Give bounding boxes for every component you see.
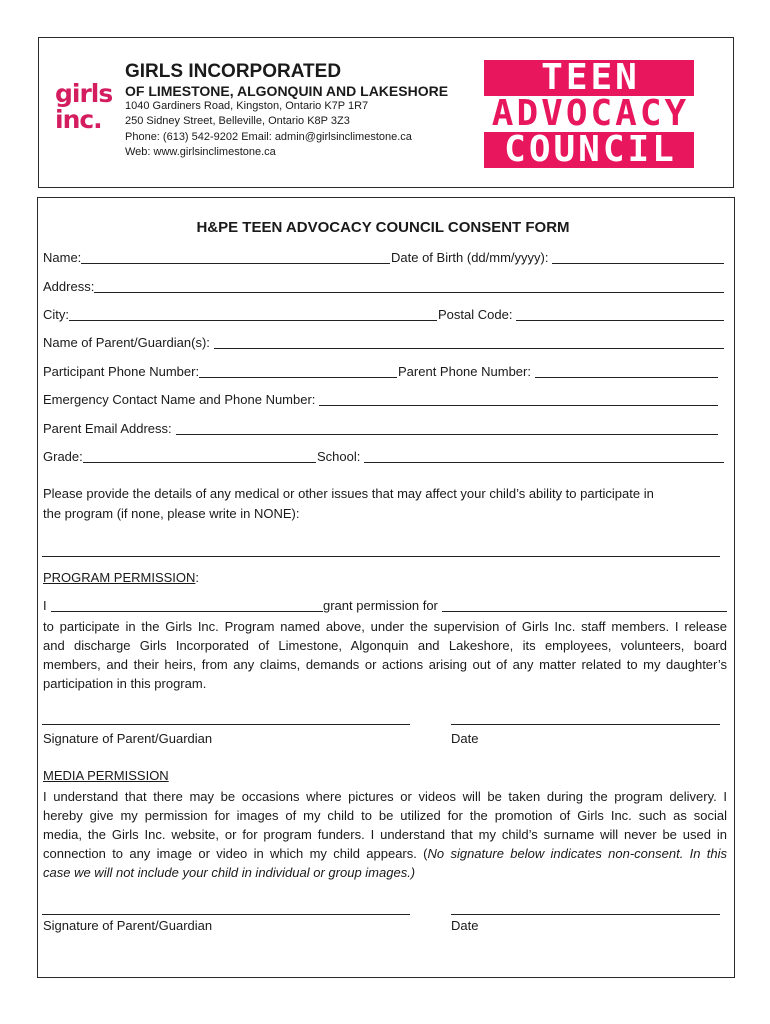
postal-code-label: Postal Code: [438,307,513,322]
address-label: Address: [43,279,95,294]
name-group [43,249,390,267]
media-permission-line-3: media, the Girls Inc. website, or for program funders. I understand that my child’s surname will never be used in [43,827,727,842]
parent-phone-group [398,363,718,381]
consent-form [37,197,735,978]
row-parent-guardian [43,334,724,352]
school-label: School: [317,449,361,464]
parent-phone-label: Parent Phone Number: [398,364,531,379]
org-subtitle: OF LIMESTONE, ALGONQUIN AND LAKESHORE [125,83,449,99]
child-name-input[interactable] [442,597,727,612]
program-permission-line-4: participation in this program. [43,676,207,691]
grade-input[interactable] [83,448,316,463]
media-permission-title: MEDIA PERMISSION [43,768,169,783]
media-date-input[interactable] [451,900,720,915]
grade-group [43,448,316,466]
form-title: H&PE TEEN ADVOCACY COUNCIL CONSENT FORM [196,219,570,236]
child-group [323,597,727,615]
medical-details-input[interactable] [42,542,720,557]
date-of-birth-input[interactable] [552,249,724,264]
emergency-contact-input[interactable] [319,391,718,406]
media-permission-heading [43,767,169,785]
row-name-dob [43,249,724,267]
row-grant-permission [43,597,727,615]
program-date-input[interactable] [451,710,720,725]
badge-word-advocacy: ADVOCACY [484,96,694,132]
non-consent-note-part-1: No signature below indicates non-consent. In this [427,846,728,861]
media-permission-line-1: I understand that there may be occasions where pictures or videos will be taken during the program delivery. I [43,789,727,804]
address-belleville: 250 Sidney Street, Belleville, Ontario K8P 3Z3 [125,115,350,128]
program-permission-heading [43,569,199,587]
media-permission-text [43,787,727,882]
logo-word-inc: inc. [55,105,102,134]
name-label: Name: [43,250,82,265]
dob-group [391,249,724,267]
teen-advocacy-council-logo [484,60,694,168]
parent-email-label: Parent Email Address: [43,421,172,436]
grant-permission-label: grant permission for [323,598,438,613]
school-input[interactable] [364,448,724,463]
city-label: City: [43,307,69,322]
grantor-group [43,597,323,615]
participant-phone-group [43,363,397,381]
media-permission-line-2: hereby give my permission for images of my child to be utilized for the promotion of Girls Inc. such as social [43,808,727,823]
website: Web: www.girlsinclimestone.ca [125,146,276,159]
program-date-label: Date [451,731,479,746]
program-permission-colon: : [195,570,200,585]
postal-code-group [438,306,724,324]
city-group [43,306,437,324]
media-permission-line-5 [43,863,727,882]
media-signature-label: Signature of Parent/Guardian [43,918,213,933]
emergency-contact-label: Emergency Contact Name and Phone Number: [43,392,316,407]
badge-word-teen: TEEN [484,60,694,96]
parent-email-input[interactable] [176,420,718,435]
phone-email: Phone: (613) 542-9202 Email: admin@girlsinclimestone.ca [125,130,412,143]
girls-inc-logo [55,81,112,133]
program-permission-title: PROGRAM PERMISSION [43,570,196,585]
row-phones [43,363,718,381]
letterhead [38,37,734,188]
row-grade-school [43,448,724,466]
row-parent-email [43,420,718,438]
participant-phone-label: Participant Phone Number: [43,364,200,379]
org-name: GIRLS INCORPORATED [125,61,342,82]
logo-word-girls: girls [55,79,113,108]
parent-guardian-label: Name of Parent/Guardian(s): [43,335,210,350]
address-kingston: 1040 Gardiners Road, Kingston, Ontario K7P 1R7 [125,100,369,112]
program-signature-input[interactable] [42,710,410,725]
media-signature-input[interactable] [42,900,410,915]
row-emergency-contact [43,391,718,409]
badge-word-council: COUNCIL [484,132,694,168]
media-permission-line-4 [43,844,727,863]
program-signature-label: Signature of Parent/Guardian [43,731,213,746]
participant-phone-input[interactable] [199,363,397,378]
grade-label: Grade: [43,449,83,464]
org-contact-block [125,99,412,161]
media-date-label: Date [451,918,479,933]
medical-prompt-line-1: Please provide the details of any medical or other issues that may affect your child’s ability to participate in [43,486,654,501]
medical-prompt-line-2: the program (if none, please write in NONE): [43,506,300,521]
media-permission-line-4-text: connection to any image or video in which my child appears. ( [43,846,428,861]
grantor-name-input[interactable] [51,597,323,612]
address-input[interactable] [94,278,724,293]
city-input[interactable] [69,306,437,321]
row-city-postal [43,306,724,324]
parent-guardian-input[interactable] [214,334,724,349]
postal-code-input[interactable] [516,306,724,321]
row-address [43,278,724,296]
program-permission-line-3: members, and their heirs, from any claims, demands or actions arising out of any matter related to my daughter’s [43,657,727,672]
program-permission-line-2: and discharge Girls Incorporated of Limestone, Algonquin and Lakeshore, its employees, volunteers, board [43,638,727,653]
grantor-label: I [43,598,47,613]
non-consent-note-part-2: case we will not include your child in individual or group images.) [43,865,416,880]
parent-phone-input[interactable] [535,363,718,378]
school-group [317,448,724,466]
dob-label: Date of Birth (dd/mm/yyyy): [391,250,549,265]
program-permission-text [43,617,727,693]
program-permission-line-1: to participate in the Girls Inc. Program named above, under the supervision of Girls Inc. staff members. I release [43,619,727,634]
name-input[interactable] [81,249,390,264]
